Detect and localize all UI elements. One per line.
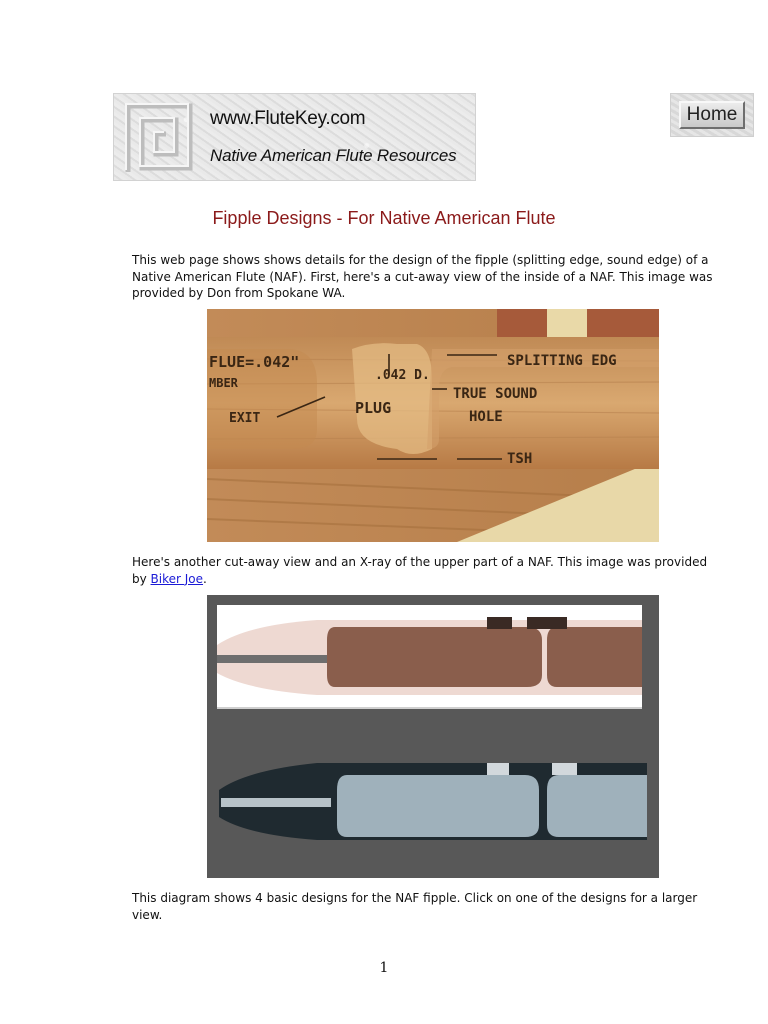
label-splitting-edge: SPLITTING EDG (507, 353, 617, 369)
page-title: Fipple Designs - For Native American Flute (212, 208, 556, 228)
intro-paragraph: This web page shows shows details for the design of the fipple (splitting edge, sound edge) of a Native American Flute (NAF). First, here's a cut-away view of the inside of a NAF. This image was provided by Don from Spokane WA. (132, 253, 713, 300)
label-tsh: TSH (507, 451, 533, 467)
xray-paragraph-text: Here's another cut-away view and an X-ray of the upper part of a NAF. This image was provided by (132, 555, 708, 586)
xray-paragraph-end: . (203, 571, 207, 586)
home-button[interactable] (670, 93, 754, 137)
page-number: 1 (379, 960, 389, 976)
label-exit: EXIT (229, 411, 261, 426)
site-url: www.FluteKey.com (210, 108, 366, 129)
home-button-label: Home (679, 101, 745, 129)
flute-cutaway-photo (207, 309, 659, 542)
label-hole: HOLE (469, 409, 503, 425)
xray-paragraph (132, 554, 720, 587)
flute-xray-photo (207, 595, 659, 878)
diagram-paragraph: This diagram shows 4 basic designs for the NAF fipple. Click on one of the designs for a larger view. (132, 891, 698, 922)
label-true-sound: TRUE SOUND (453, 386, 538, 402)
label-chamber: MBER (209, 376, 238, 390)
label-plug: PLUG (355, 399, 392, 417)
biker-joe-link[interactable]: Biker Joe (150, 571, 204, 586)
label-flue: FLUE=.042" (209, 353, 300, 371)
spiral-logo-icon (124, 102, 194, 176)
site-banner[interactable] (113, 93, 476, 181)
site-tagline: Native American Flute Resources (210, 146, 457, 165)
label-depth: .042 D. (375, 368, 430, 383)
